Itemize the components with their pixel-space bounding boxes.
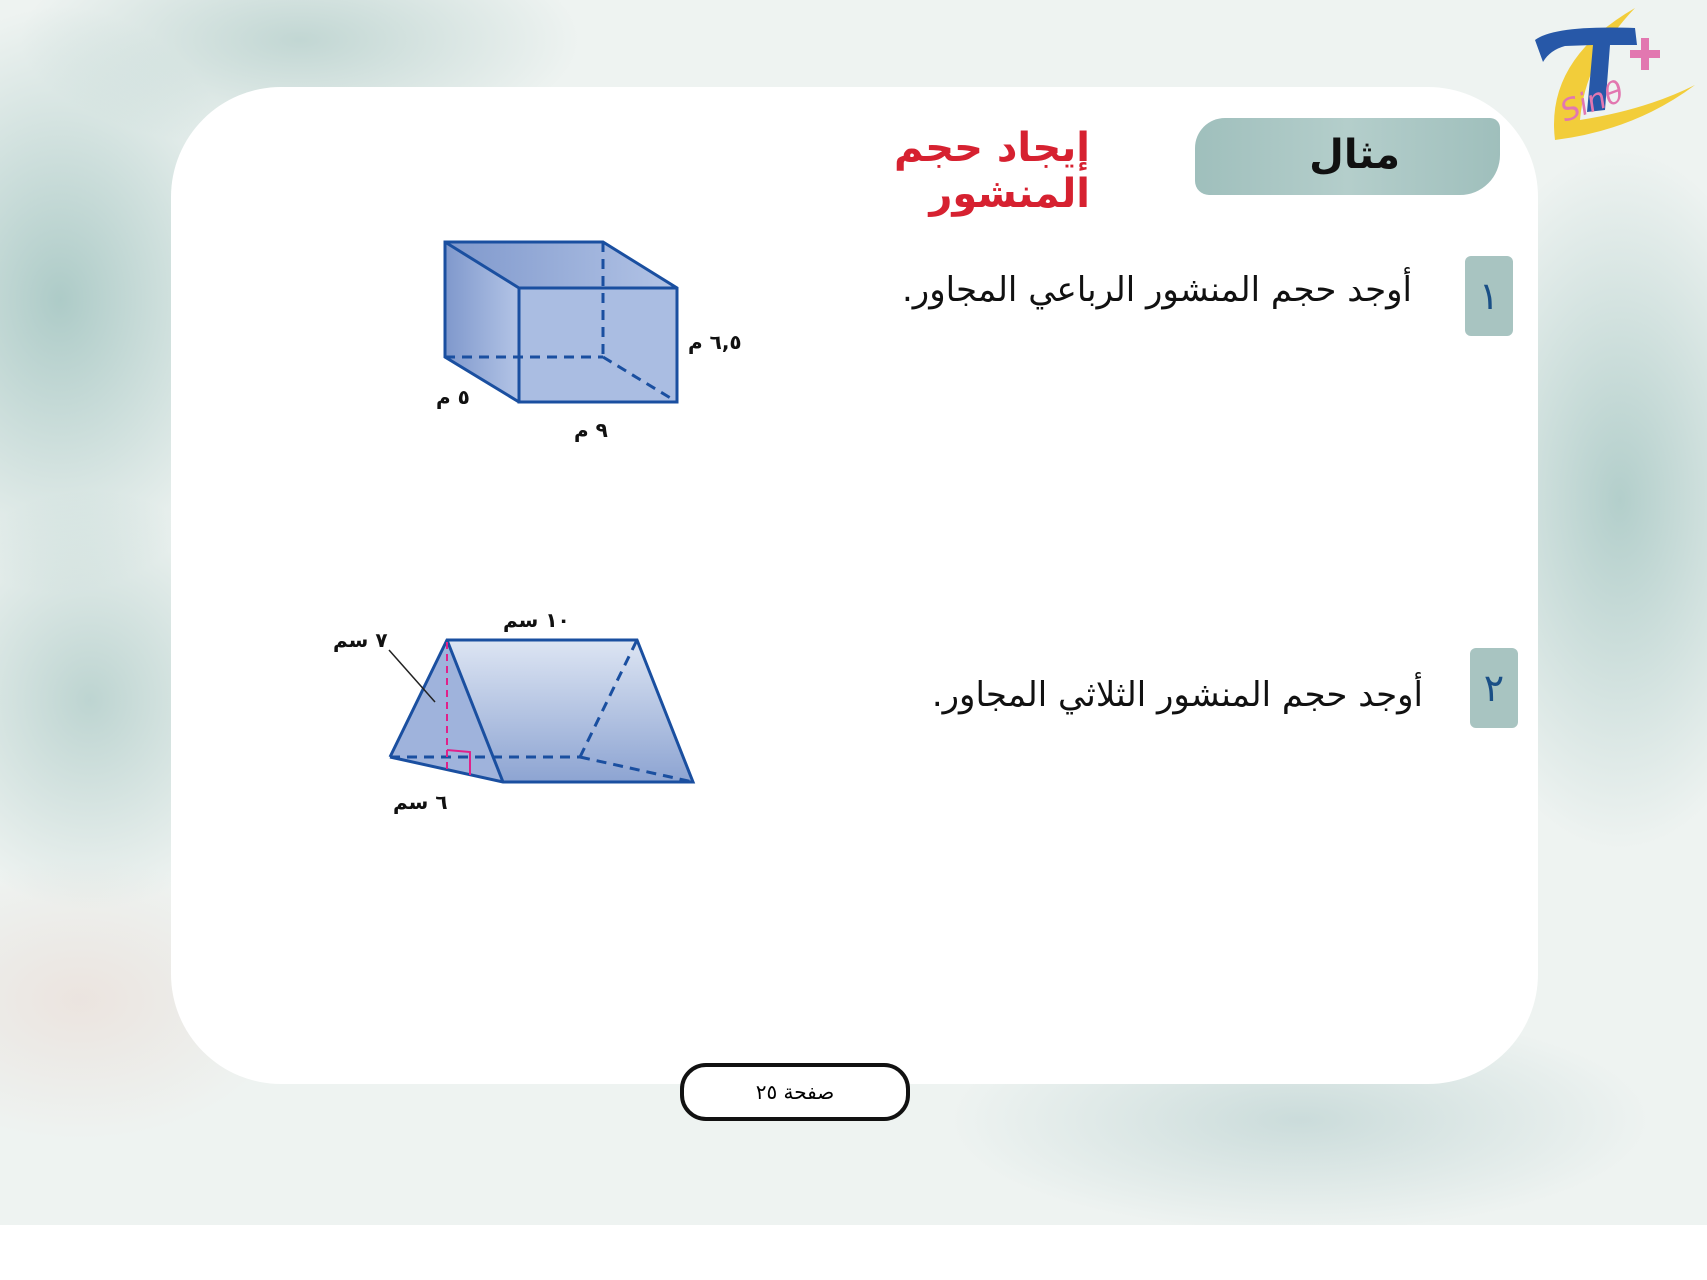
question-number: ١ xyxy=(1465,256,1513,336)
logo xyxy=(1525,0,1707,160)
question-number: ٢ xyxy=(1470,648,1518,728)
length-label: ١٠ سم xyxy=(503,608,570,632)
rectangular-prism-figure xyxy=(430,230,700,420)
height-label: ٧ سم xyxy=(333,628,388,652)
height-label: ٦,٥ م xyxy=(688,330,742,354)
logo-text: Sinθ xyxy=(1555,74,1629,130)
example-label: مثال xyxy=(1309,132,1400,178)
triangular-prism-figure xyxy=(380,630,710,800)
example-badge xyxy=(1195,118,1500,195)
page-number: صفحة ٢٥ xyxy=(680,1063,910,1121)
page-title: إيجاد حجم المنشور xyxy=(893,125,1090,217)
content-card xyxy=(171,87,1538,1084)
question-text: أوجد حجم المنشور الثلاثي المجاور. xyxy=(931,675,1423,715)
base-label: ٦ سم xyxy=(393,790,448,814)
width-label: ٩ م xyxy=(574,418,608,442)
question-text: أوجد حجم المنشور الرباعي المجاور. xyxy=(901,270,1412,310)
depth-label: ٥ م xyxy=(436,385,470,409)
